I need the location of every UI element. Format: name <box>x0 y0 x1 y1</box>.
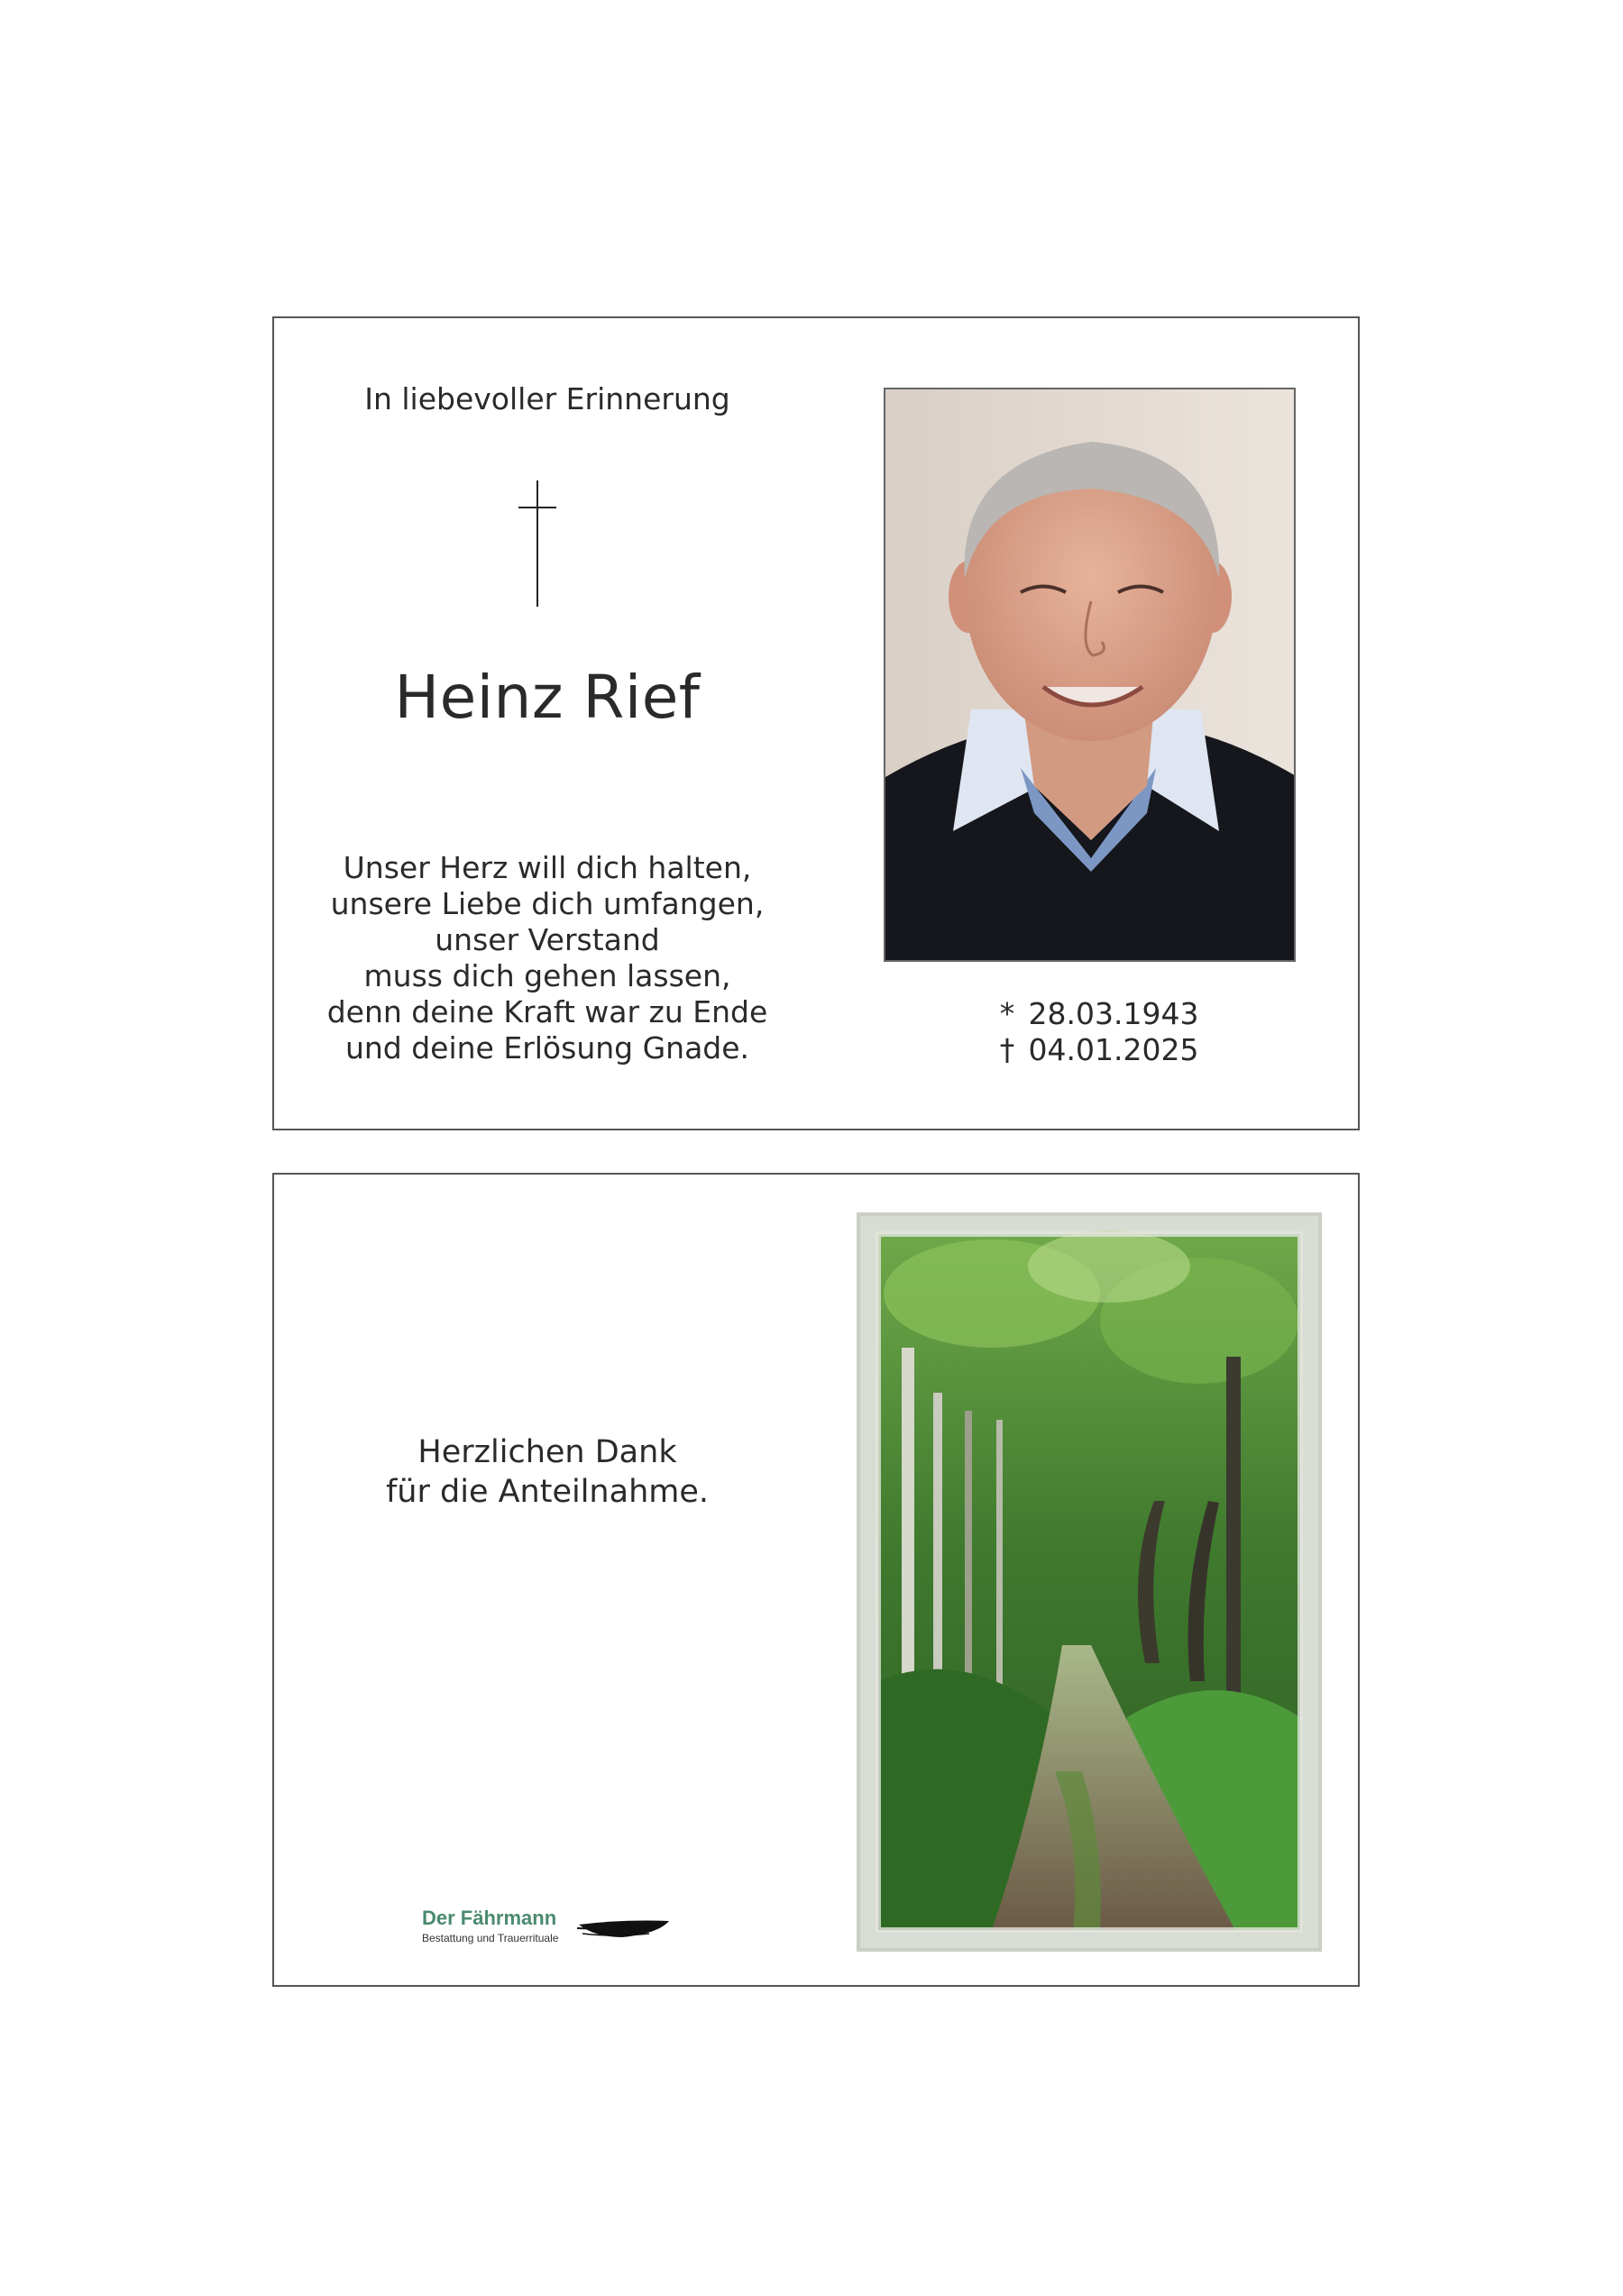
boat-icon <box>577 1914 671 1944</box>
funeral-home-logo <box>422 1907 674 1952</box>
poem-line: unser Verstand <box>435 922 660 957</box>
deceased-name: Heinz Rief <box>394 663 701 732</box>
poem-line: Unser Herz will dich halten, <box>343 850 752 885</box>
death-symbol: † <box>999 1032 1015 1067</box>
thanks-text <box>310 1432 784 1512</box>
logo-name: Der Fährmann <box>422 1907 557 1929</box>
logo-subtitle: Bestattung und Trauerrituale <box>422 1932 559 1944</box>
poem-line: denn deine Kraft war zu Ende <box>326 994 768 1029</box>
life-dates <box>995 996 1198 1068</box>
forest-path-photo <box>857 1212 1322 1952</box>
death-date: 04.01.2025 <box>1028 1032 1199 1067</box>
poem-line: und deine Erlösung Gnade. <box>344 1030 750 1066</box>
poem <box>310 850 784 1066</box>
birth-row <box>995 996 1198 1032</box>
intro-text: In liebevoller Erinnerung <box>364 381 730 416</box>
thanks-line: Herzlichen Dank <box>417 1434 677 1470</box>
birth-date: 28.03.1943 <box>1028 996 1199 1031</box>
memorial-card-back <box>272 1173 1360 1987</box>
poem-line: unsere Liebe dich umfangen, <box>330 886 765 921</box>
portrait-photo <box>884 388 1296 962</box>
poem-line: muss dich gehen lassen, <box>363 958 731 993</box>
thanks-line: für die Anteilnahme. <box>385 1474 709 1510</box>
birth-symbol: * <box>999 996 1015 1031</box>
memorial-card-front <box>272 316 1360 1130</box>
death-row <box>995 1032 1198 1068</box>
